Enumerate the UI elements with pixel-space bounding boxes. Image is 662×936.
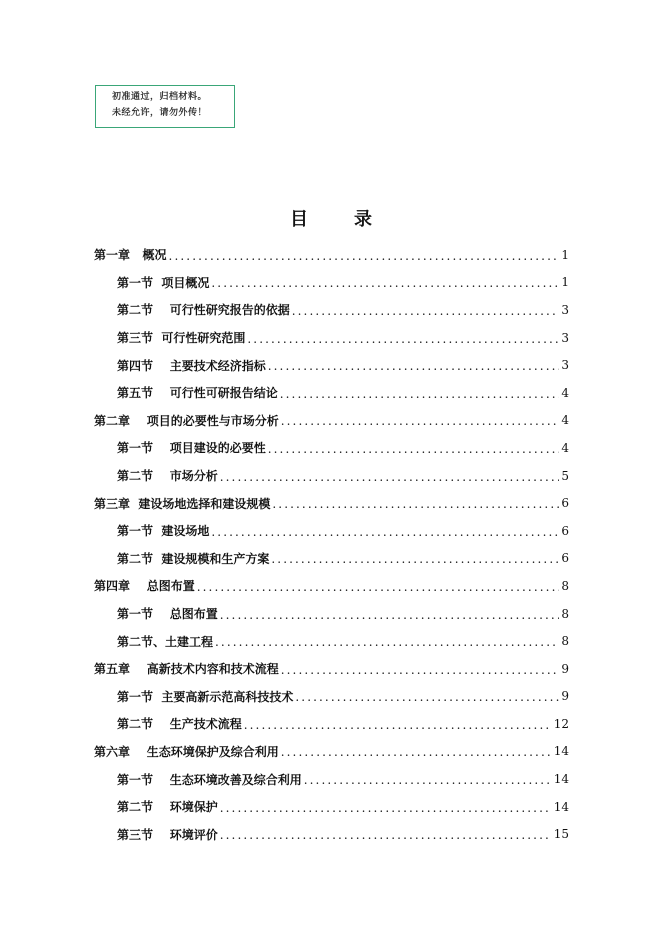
- toc-entry-page: 15: [553, 827, 569, 842]
- toc-entry-label: 第四节 主要技术经济指标: [117, 358, 266, 373]
- toc-entry-page: 3: [561, 330, 569, 345]
- toc-entry-page: 9: [561, 661, 569, 676]
- toc-entry-page: 8: [561, 634, 569, 649]
- toc-entry-page: 6: [561, 496, 569, 511]
- toc-leader-dots: [280, 386, 559, 400]
- toc-leader-dots: [211, 275, 559, 289]
- toc-entry-label: 第二节 生产技术流程: [117, 717, 242, 732]
- toc-entry-label: 第五章 高新技术内容和技术流程: [94, 662, 279, 677]
- toc-entry-label: 第六章 生态环境保护及综合利用: [94, 744, 279, 759]
- toc-leader-dots: [215, 634, 559, 648]
- toc-section-entry[interactable]: [94, 434, 569, 462]
- toc-entry-label: 第一节 总图布置: [117, 607, 218, 622]
- toc-section-entry[interactable]: [94, 324, 569, 352]
- toc-section-entry[interactable]: [94, 600, 569, 628]
- toc-leader-dots: [304, 772, 552, 786]
- toc-leader-dots: [220, 469, 559, 483]
- toc-leader-dots: [211, 524, 559, 538]
- toc-chapter-entry[interactable]: [94, 572, 569, 600]
- toc-entry-page: 1: [561, 247, 569, 262]
- toc-entry-page: 4: [561, 440, 569, 455]
- toc-leader-dots: [197, 579, 559, 593]
- toc-section-entry[interactable]: [94, 462, 569, 490]
- toc-leader-dots: [169, 248, 559, 262]
- toc-entry-label: 第二节 可行性研究报告的依据: [117, 303, 290, 318]
- toc-leader-dots: [281, 662, 559, 676]
- toc-entry-label: 第一节 建设场地: [117, 524, 210, 539]
- toc-entry-label: 第二节、土建工程: [117, 634, 214, 649]
- stamp-line-1: 初准通过，归档材料。: [112, 92, 208, 102]
- toc-title-char-2: 录: [354, 209, 372, 230]
- toc-leader-dots: [220, 827, 552, 841]
- toc-entry-page: 14: [553, 772, 569, 787]
- toc-chapter-entry[interactable]: [94, 407, 569, 435]
- toc-leader-dots: [281, 413, 559, 427]
- toc-title: [0, 205, 662, 231]
- toc-section-entry[interactable]: [94, 545, 569, 573]
- toc-section-entry[interactable]: [94, 517, 569, 545]
- toc-section-entry[interactable]: [94, 765, 569, 793]
- toc-entry-label: 第五节 可行性可研报告结论: [117, 386, 278, 401]
- toc-chapter-entry[interactable]: [94, 241, 569, 269]
- toc-entry-page: 8: [561, 578, 569, 593]
- toc-leader-dots: [281, 744, 552, 758]
- confidential-stamp: [95, 85, 235, 128]
- toc-entry-page: 8: [561, 606, 569, 621]
- toc-leader-dots: [271, 551, 559, 565]
- toc-chapter-entry[interactable]: [94, 489, 569, 517]
- toc-entry-page: 5: [561, 468, 569, 483]
- toc-entry-page: 1: [561, 275, 569, 290]
- toc-leader-dots: [247, 331, 559, 345]
- toc-entry-label: 第一章 概况: [94, 248, 167, 263]
- toc-leader-dots: [272, 496, 559, 510]
- toc-entry-page: 4: [561, 413, 569, 428]
- toc-section-entry[interactable]: [94, 793, 569, 821]
- toc-leader-dots: [244, 717, 552, 731]
- toc-entry-label: 第二节 市场分析: [117, 469, 218, 484]
- toc-entry-label: 第一节 生态环境改善及综合利用: [117, 772, 302, 787]
- stamp-line-2: 未经允许，请勿外传！: [112, 108, 208, 118]
- toc-section-entry[interactable]: [94, 820, 569, 848]
- toc-entry-label: 第四章 总图布置: [94, 579, 195, 594]
- toc-chapter-entry[interactable]: [94, 738, 569, 766]
- toc-entry-page: 12: [553, 716, 569, 731]
- toc-entry-page: 9: [561, 689, 569, 704]
- toc-entry-label: 第三章 建设场地选择和建设规模: [94, 496, 271, 511]
- toc-entry-label: 第三节 可行性研究范围: [117, 331, 246, 346]
- toc-section-entry[interactable]: [94, 351, 569, 379]
- toc-leader-dots: [220, 607, 559, 621]
- toc-leader-dots: [295, 689, 559, 703]
- toc-leader-dots: [292, 303, 559, 317]
- toc-entry-page: 3: [561, 302, 569, 317]
- toc-leader-dots: [268, 358, 559, 372]
- toc-chapter-entry[interactable]: [94, 655, 569, 683]
- toc-entry-label: 第二节 建设规模和生产方案: [117, 551, 270, 566]
- toc-entry-page: 6: [561, 551, 569, 566]
- toc-entry-page: 3: [561, 358, 569, 373]
- toc-entry-label: 第三节 环境评价: [117, 827, 218, 842]
- toc-entry-page: 14: [553, 744, 569, 759]
- toc-leader-dots: [220, 800, 552, 814]
- toc-leader-dots: [268, 441, 559, 455]
- toc-entry-page: 6: [561, 523, 569, 538]
- toc-entry-label: 第二节 环境保护: [117, 800, 218, 815]
- toc-title-char-1: 目: [290, 209, 308, 230]
- toc-entry-label: 第二章 项目的必要性与市场分析: [94, 413, 279, 428]
- toc-section-entry[interactable]: [94, 296, 569, 324]
- toc-section-entry[interactable]: [94, 710, 569, 738]
- toc-entry-page: 4: [561, 385, 569, 400]
- toc-section-entry[interactable]: [94, 627, 569, 655]
- toc-entry-label: 第一节 项目建设的必要性: [117, 441, 266, 456]
- toc-entry-label: 第一节 项目概况: [117, 275, 210, 290]
- toc-entry-label: 第一节 主要高新示范高科技技术: [117, 689, 294, 704]
- table-of-contents: [94, 241, 569, 848]
- toc-section-entry[interactable]: [94, 269, 569, 297]
- toc-section-entry[interactable]: [94, 379, 569, 407]
- toc-entry-page: 14: [553, 799, 569, 814]
- toc-section-entry[interactable]: [94, 683, 569, 711]
